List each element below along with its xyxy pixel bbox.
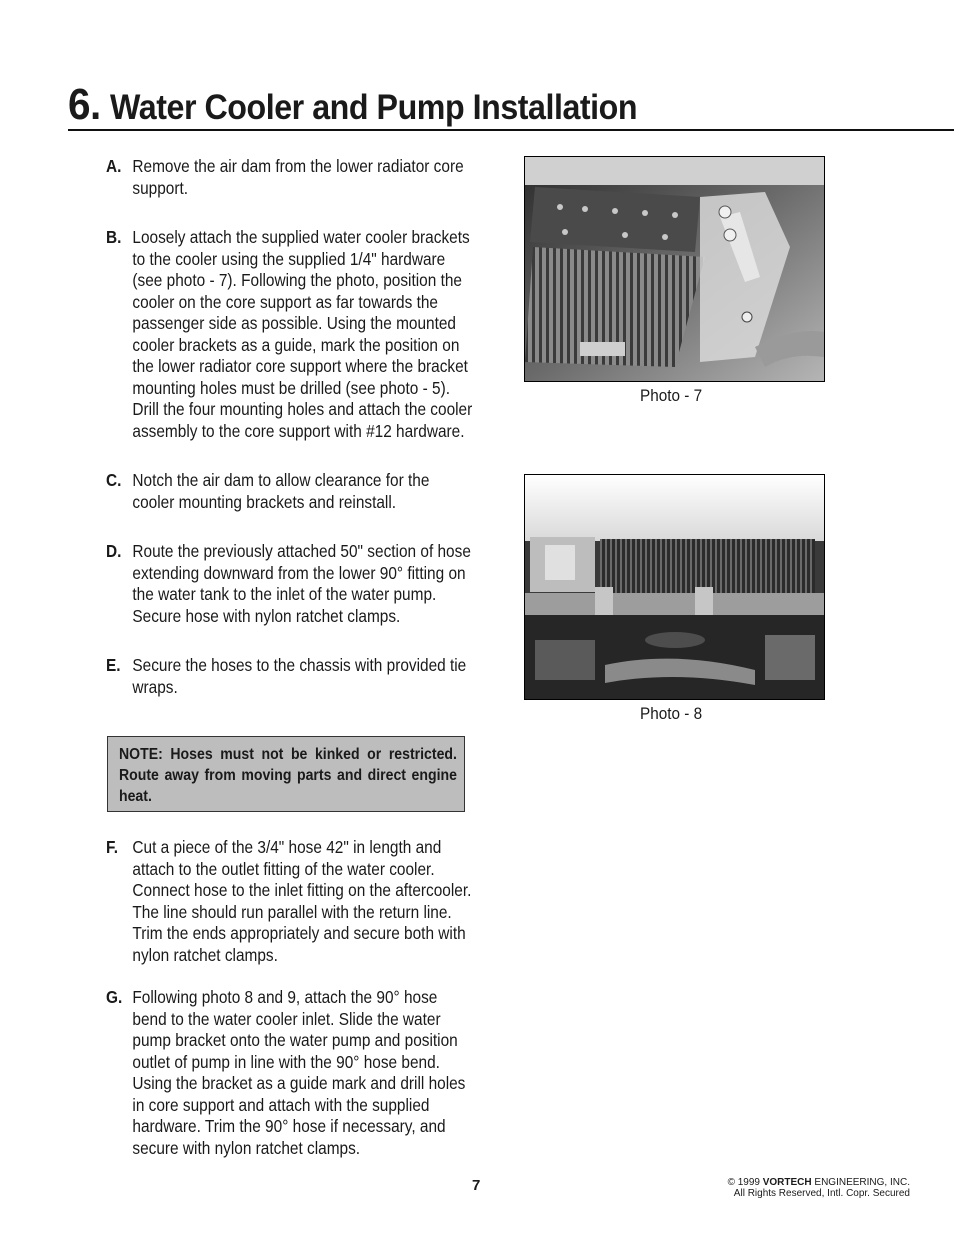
copyright-prefix: © 1999	[727, 1177, 763, 1188]
title-rule	[68, 129, 954, 131]
section-title	[68, 80, 637, 133]
section-number: 6.	[68, 80, 101, 129]
rights-line: All Rights Reserved, Intl. Copr. Secured	[733, 1188, 910, 1199]
step-text: Loosely attach the supplied water cooler brackets to the cooler using the supplied 1/4" hardware (see photo - 7). Following the photo, position the cooler on the core support as far towards the passenger side as possible. Using the mounted cooler brackets as a guide, mark the position on the lower radiator core support where the bracket mounting holes must be drilled (see photo - 5). Drill the four mounting holes and attach the cooler assembly to the core support with #12 hardware.	[132, 227, 473, 441]
step-letter: F.	[106, 837, 118, 857]
step-text: Secure the hoses to the chassis with provided tie wraps.	[132, 655, 467, 697]
steps-list-1	[106, 156, 471, 715]
step-letter: A.	[106, 156, 122, 176]
step-b	[106, 227, 474, 442]
note-text: NOTE: Hoses must not be kinked or restricted. Route away from moving parts and direct engine heat.	[119, 746, 457, 805]
photo-7-image	[524, 156, 825, 382]
step-text: Remove the air dam from the lower radiator core support.	[132, 156, 464, 198]
note-box	[107, 736, 465, 812]
step-letter: C.	[106, 470, 122, 490]
step-f	[106, 837, 474, 966]
step-letter: E.	[106, 655, 121, 675]
step-letter: G.	[106, 987, 123, 1007]
section-title-text: Water Cooler and Pump Installation	[110, 88, 638, 127]
copyright-suffix: ENGINEERING, INC.	[811, 1177, 910, 1188]
photo-8-image	[524, 474, 825, 700]
step-a	[106, 156, 474, 199]
step-e	[106, 655, 474, 698]
steps-list-2	[106, 837, 471, 1159]
copyright-notice	[728, 1177, 910, 1199]
step-text: Cut a piece of the 3/4" hose 42" in length and attach to the outlet fitting of the water cooler. Connect hose to the inlet fitting on the aftercooler. The line should run parallel with the return line. Trim the ends appropriately and secure both with nylon ratchet clamps.	[132, 837, 472, 965]
copyright-line	[728, 1177, 910, 1188]
page-number: 7	[472, 1177, 481, 1194]
step-d	[106, 541, 474, 627]
photo-8-caption: Photo - 8	[640, 704, 703, 723]
step-c	[106, 470, 474, 513]
step-g	[106, 987, 474, 1159]
step-letter: B.	[106, 227, 122, 247]
copyright-brand: VORTECH	[762, 1177, 812, 1188]
step-letter: D.	[106, 541, 122, 561]
step-text: Notch the air dam to allow clearance for the cooler mounting brackets and reinstall.	[132, 470, 430, 512]
step-text: Following photo 8 and 9, attach the 90° hose bend to the water cooler inlet. Slide the water pump bracket onto the water pump and position outlet of pump in line with the 90° hose bend. Using the bracket as a guide mark and drill holes in core support and attach with the supplied hardware. Trim the 90° hose if necessary, and secure with nylon ratchet clamps.	[132, 987, 466, 1158]
photo-7-caption: Photo - 7	[640, 386, 703, 405]
step-text: Route the previously attached 50" section of hose extending downward from the lower 90° fitting on the water tank to the inlet of the water pump. Secure hose with nylon ratchet clamps.	[132, 541, 471, 626]
